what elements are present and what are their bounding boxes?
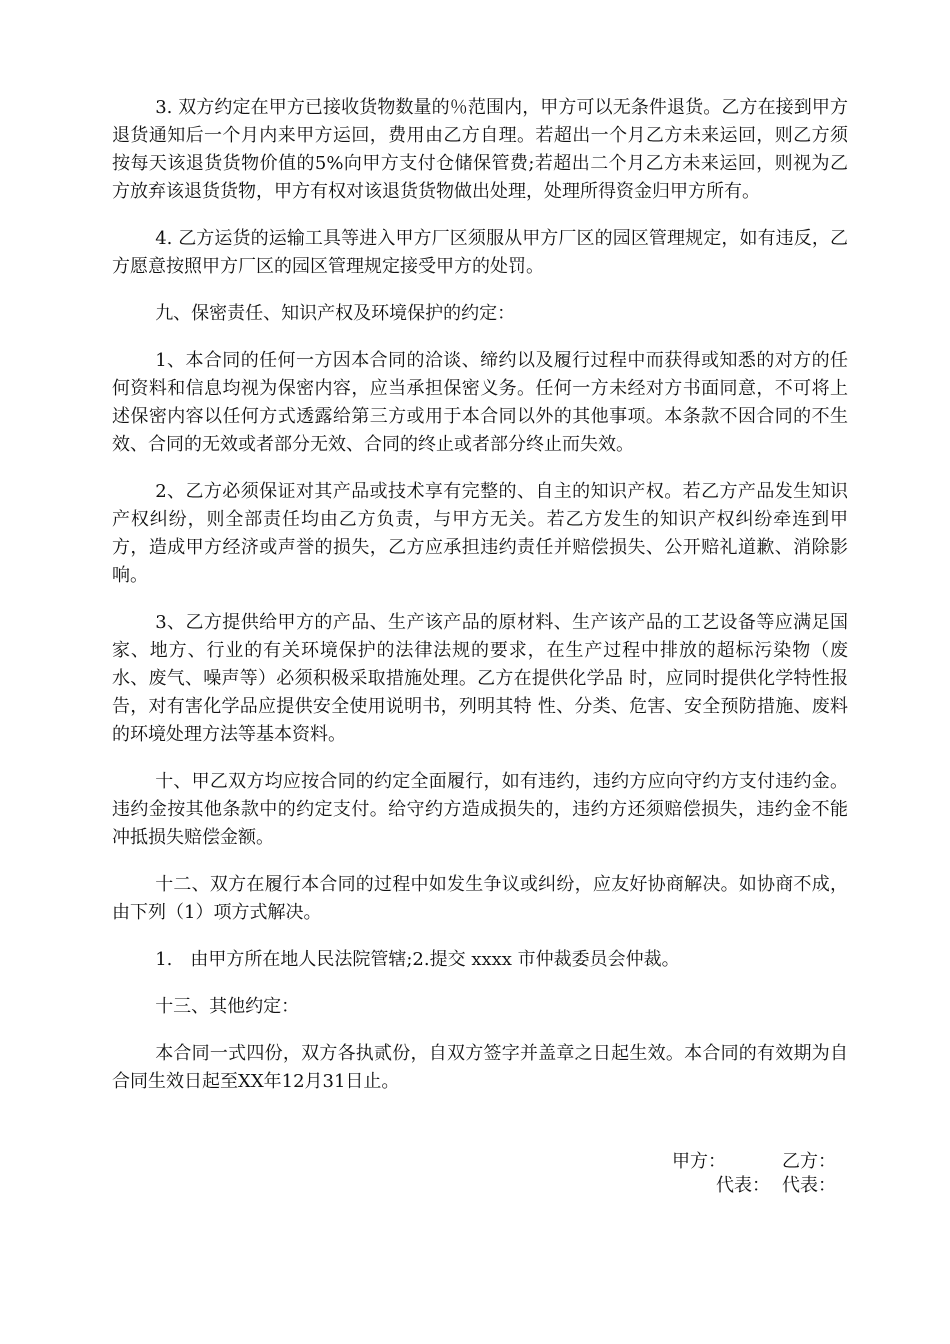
document-body [112, 94, 848, 1115]
section-13-term: 本合同一式四份，双方各执贰份，自双方签字并盖章之日起生效。本合同的有效期为自合同生效日起至XX年12月31日止。 [112, 1043, 848, 1092]
section-10-breach: 十、甲乙双方均应按合同的约定全面履行，如有违约，违约方应向守约方支付违约金。违约金按其他条款中的约定支付。给守约方造成损失的，违约方还须赔偿损失，违约金不能冲抵损失赔偿金额。 [112, 771, 848, 848]
clause-3-return-policy: 3. 双方约定在甲方已接收货物数量的％范围内，甲方可以无条件退货。乙方在接到甲方退货通知后一个月内来甲方运回，费用由乙方自理。若超出一个月乙方未来运回，则乙方须按每天该退货货物价值的5%向甲方支付仓储保管费;若超出二个月乙方未来运回，则视为乙方放弃该退货货物，甲方有权对该退货货物做出处理，处理所得资金归甲方所有。 [112, 97, 848, 202]
section-9-item-3-environment: 3、乙方提供给甲方的产品、生产该产品的原材料、生产该产品的工艺设备等应满足国家、地方、行业的有关环境保护的法律法规的要求，在生产过程中排放的超标污染物（废水、废气、噪声等）必须积极采取措施处理。乙方在提供化学品 时，应同时提供化学特性报告，对有害化学品应提供安全使用说明书，列明其特 性、分类、危害、安全预防措施、废料的环境处理方法等基本资料。 [112, 612, 848, 745]
clause-4-transport-rules: 4. 乙方运货的运输工具等进入甲方厂区须服从甲方厂区的园区管理规定，如有违反，乙方愿意按照甲方厂区的园区管理规定接受甲方的处罚。 [112, 228, 848, 277]
section-12-disputes: 十二、双方在履行本合同的过程中如发生争议或纠纷，应友好协商解决。如协商不成，由下列（1）项方式解决。 [112, 874, 848, 923]
signature-block [672, 1150, 836, 1198]
party-row [672, 1150, 836, 1174]
section-13-heading: 十三、其他约定： [155, 996, 300, 1017]
party-a-label: 甲方： [672, 1151, 726, 1172]
section-9-item-2-ip: 2、乙方必须保证对其产品或技术享有完整的、自主的知识产权。若乙方产品发生知识产权纠纷，则全部责任均由乙方负责，与甲方无关。若乙方发生的知识产权纠纷牵连到甲方，造成甲方经济或声誉的损失，乙方应承担违约责任并赔偿损失、公开赔礼道歉、消除影响。 [112, 481, 848, 586]
representative-row [672, 1174, 836, 1198]
section-9-heading: 九、保密责任、知识产权及环境保护的约定： [155, 303, 516, 324]
section-12-option: 1. 由甲方所在地人民法院管辖;2.提交 xxxx 市仲裁委员会仲裁。 [155, 949, 680, 970]
section-9-item-1-confidentiality: 1、本合同的任何一方因本合同的洽谈、缔约以及履行过程中而获得或知悉的对方的任何资料和信息均视为保密内容，应当承担保密义务。任何一方未经对方书面同意，不可将上述保密内容以任何方式透露给第三方或用于本合同以外的其他事项。本条款不因合同的不生效、合同的无效或者部分无效、合同的终止或者部分终止而失效。 [112, 350, 848, 455]
rep-a-label: 代表： [716, 1175, 770, 1196]
rep-b-label: 代表： [782, 1175, 836, 1196]
party-b-label: 乙方： [782, 1151, 836, 1172]
